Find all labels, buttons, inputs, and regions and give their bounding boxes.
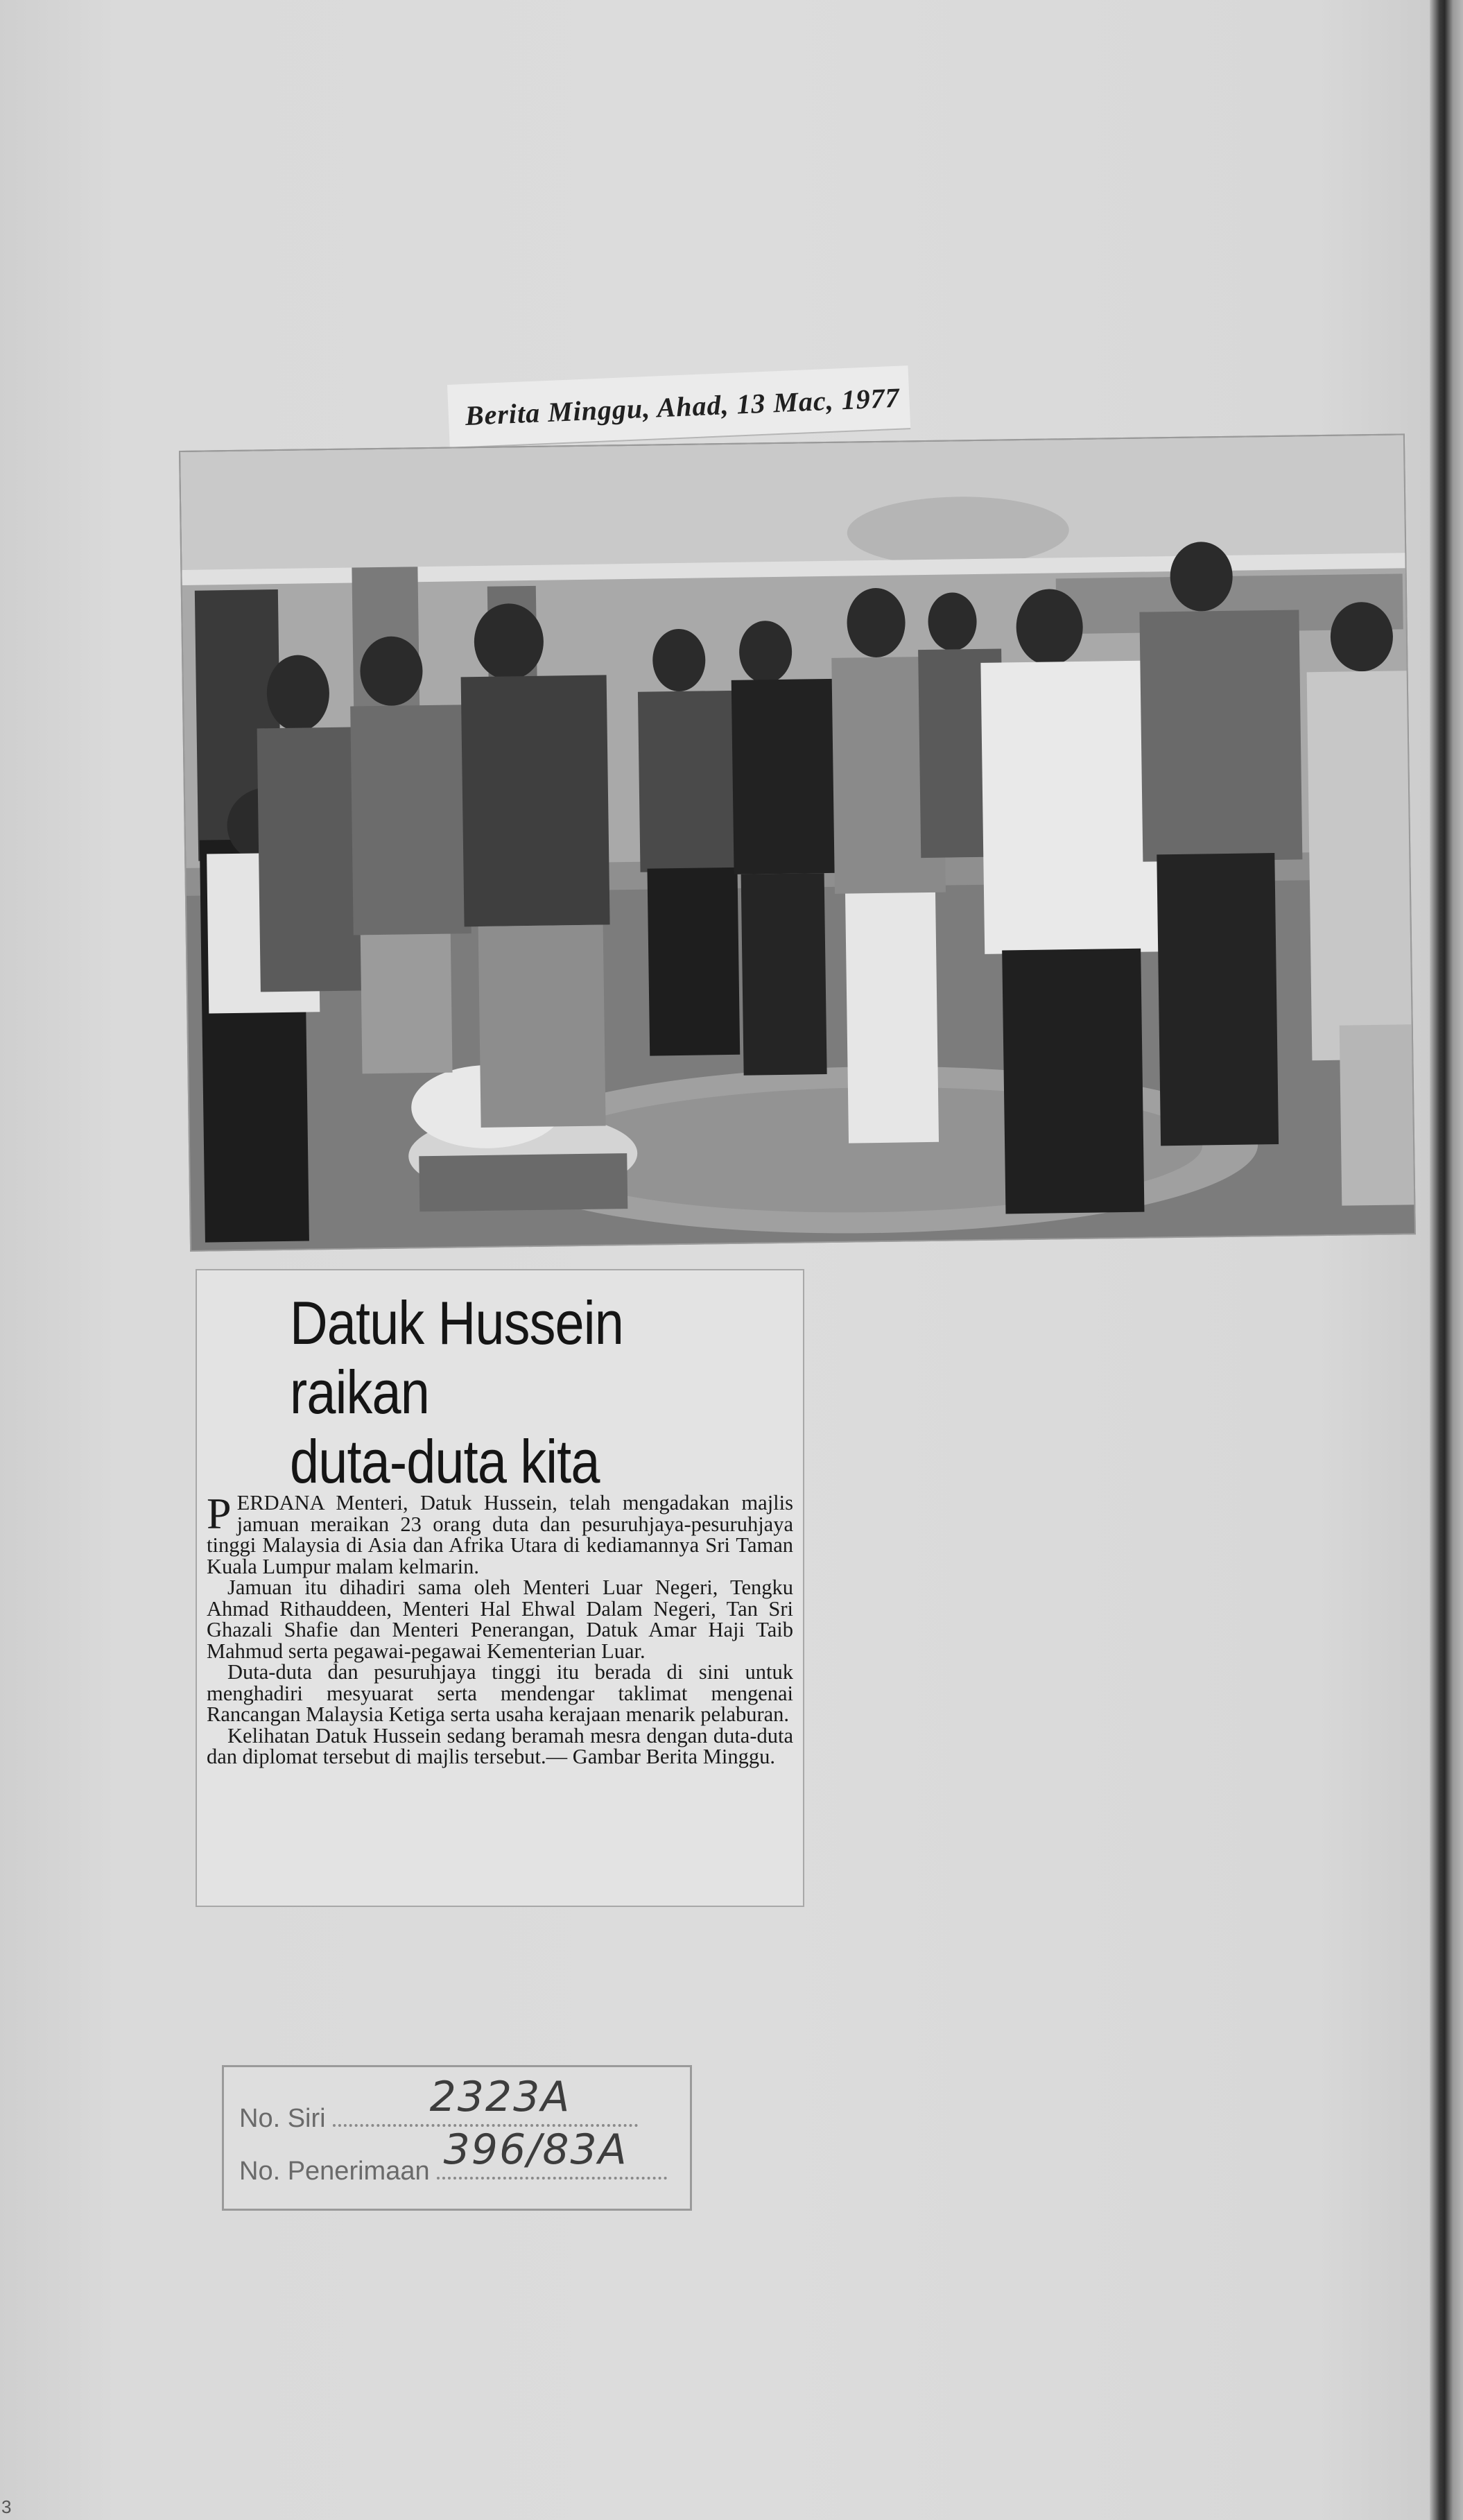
penerimaan-row	[239, 2125, 667, 2186]
article-paragraph-4: Kelihatan Datuk Hussein sedang beramah mesra dengan duta-duta dan diplomat tersebut di majlis tersebut.— Gambar Berita Minggu.	[207, 1723, 793, 1768]
article-headline: Datuk Hussein raikan duta-duta kita	[290, 1288, 623, 1496]
siri-label: No. Siri	[239, 2104, 326, 2133]
dateline-text: Berita Minggu, Ahad, 13 Mac, 1977	[464, 381, 901, 431]
news-photo	[179, 433, 1416, 1252]
article-body	[207, 1489, 793, 1768]
article-paragraph-1: PERDANA Menteri, Datuk Hussein, telah mengadakan majlis jamuan meraikan 23 orang duta dan pesuruhjaya-pesuruhjaya tinggi Malaysia di Asia dan Afrika Utara di kediamannya Sri Taman Kuala Lumpur malam kelmarin.	[207, 1489, 793, 1578]
dropcap: P	[207, 1489, 232, 1538]
siri-line	[333, 2073, 638, 2127]
article-paragraph-3: Duta-duta dan pesuruhjaya tinggi itu berada di sini untuk menghadiri mesyuarat serta mendengar taklimat mengenai Rancangan Malaysia Ketiga serta usaha kerajaan menarik pelaburan.	[207, 1660, 793, 1726]
siri-value: 2323A	[429, 2073, 571, 2121]
penerimaan-value: 396/83A	[443, 2125, 628, 2174]
penerimaan-line	[437, 2125, 667, 2180]
page-mark: 3	[1, 2496, 12, 2517]
reception-photo-illustration	[180, 435, 1416, 1252]
penerimaan-label: No. Penerimaan	[239, 2157, 430, 2186]
photo-chair	[1340, 1024, 1416, 1205]
register-stamp	[222, 2065, 692, 2211]
binding-edge	[1430, 0, 1463, 2520]
photo-table-base	[419, 1153, 627, 1211]
article-clipping	[196, 1269, 804, 1907]
dateline-strip	[447, 365, 910, 449]
article-paragraph-2: Jamuan itu dihadiri sama oleh Menteri Luar Negeri, Tengku Ahmad Rithauddeen, Menteri Hal Ehwal Dalam Negeri, Tan Sri Ghazali Shafie dan Menteri Penerangan, Datuk Amar Haji Taib Mahmud serta pegawai-pegawai Kementerian Luar.	[207, 1576, 793, 1663]
